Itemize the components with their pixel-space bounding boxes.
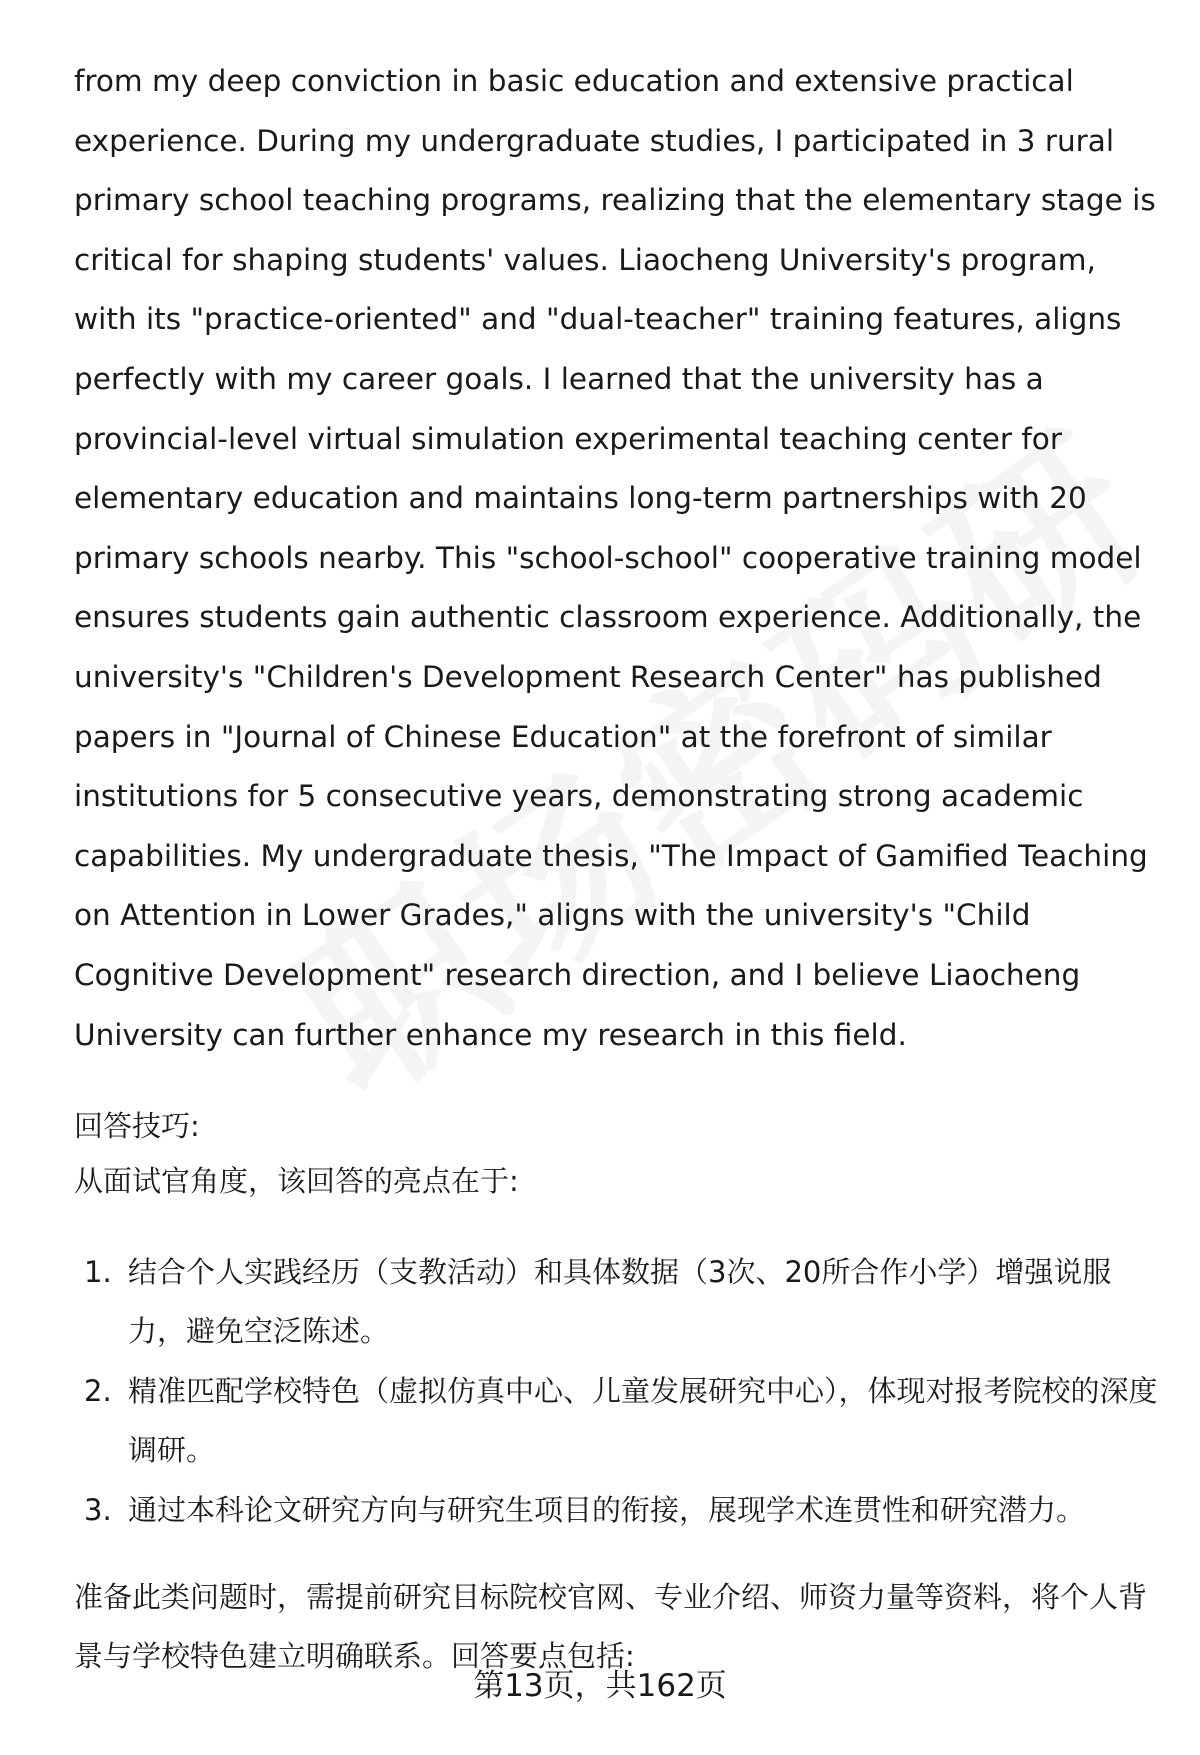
tips-heading: 回答技巧: (74, 1109, 200, 1144)
list-item (74, 1243, 1164, 1361)
list-item-text: 结合个人实践经历（支教活动）和具体数据（3次、20所合作小学）增强说服力，避免空泛陈述。 (128, 1255, 1112, 1349)
list-item (74, 1362, 1164, 1480)
tips-intro: 从面试官角度，该回答的亮点在于: (74, 1164, 519, 1199)
page-content (74, 52, 1164, 1686)
list-item-number: 1. (84, 1255, 112, 1290)
highlights-list (74, 1243, 1164, 1540)
list-item-text: 通过本科论文研究方向与研究生项目的衔接，展现学术连贯性和研究潜力。 (128, 1493, 1086, 1528)
list-item-number: 2. (84, 1374, 112, 1409)
list-item-number: 3. (84, 1493, 112, 1528)
page-number-footer: 第13页，共162页 (473, 1668, 727, 1704)
list-item-text: 精准匹配学校特色（虚拟仿真中心、儿童发展研究中心），体现对报考院校的深度调研。 (128, 1374, 1158, 1468)
list-item (74, 1481, 1164, 1540)
closing-paragraph: 准备此类问题时，需提前研究目标院校官网、专业介绍、师资力量等资料，将个人背景与学校特色建立明确联系。回答要点包括: (74, 1580, 1148, 1674)
body-paragraph: from my deep conviction in basic education and extensive practical experience. During my undergraduate studies, I participated in 3 rural primary school teaching programs, realizing that the elementary stage is critical for shaping students' values. Liaocheng University's program, with its "practice-oriented" and "dual-teacher" training features, aligns perfectly with my career goals. I learned that the university has a provincial-level virtual simulation experimental teaching center for elementary education and maintains long-term partnerships with 20 primary schools nearby. This "school-school" cooperative training model ensures students gain authentic classroom experience. Additionally, the university's "Children's Development Research Center" has published papers in "Journal of Chinese Education" at the forefront of similar institutions for 5 consecutive years, demonstrating strong academic capabilities. My undergraduate thesis, "The Impact of Gamified Teaching on Attention in Lower Grades," aligns with the university's "Child Cognitive Development" research direction, and I believe Liaocheng University can further enhance my research in this field. (74, 64, 1156, 1052)
